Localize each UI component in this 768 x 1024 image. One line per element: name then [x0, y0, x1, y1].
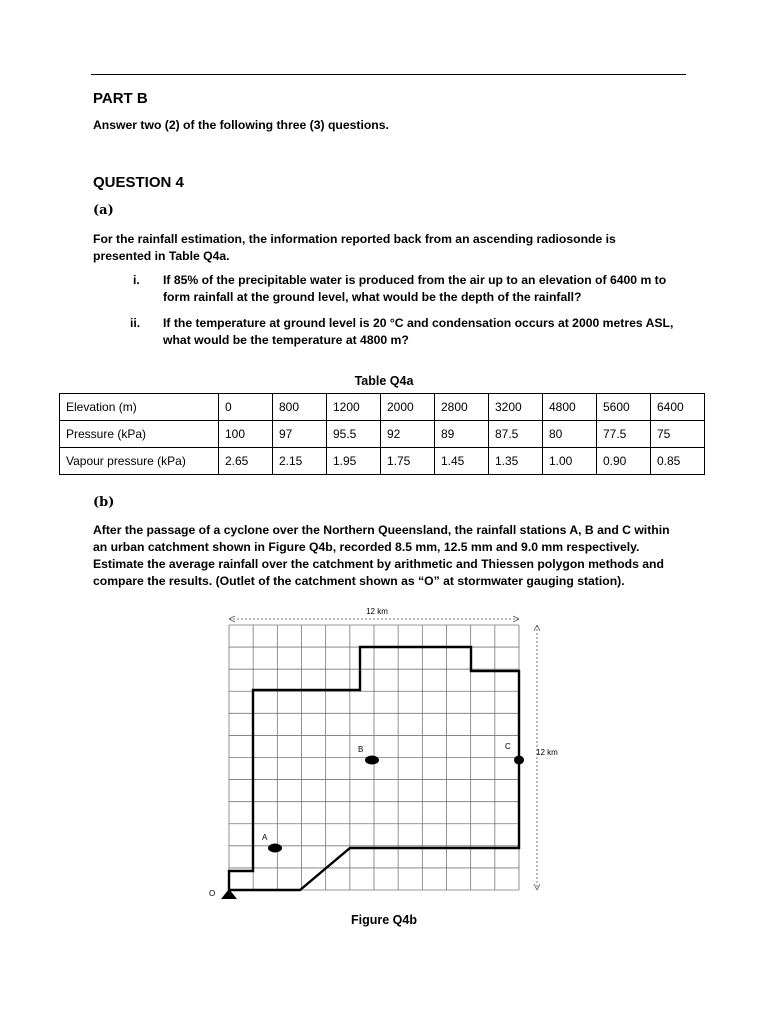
table-cell: 87.5 — [489, 421, 543, 448]
table-cell: 1.95 — [327, 448, 381, 475]
section-b-text-after: , recorded 8.5 mm, 12.5 mm and 9.0 mm respectively. Estimate the average rainfall over the catchment by arithmetic and Thiessen polygon methods and compare the results. (Outlet of the catchment shown as “O” at stormwater gauging station). — [93, 540, 664, 588]
row-label: Pressure (kPa) — [60, 421, 219, 448]
table-cell: 2.15 — [273, 448, 327, 475]
station-b-label: B — [358, 745, 364, 754]
table-cell: 1200 — [327, 394, 381, 421]
station-b-marker — [365, 756, 379, 765]
station-c-label: C — [505, 742, 511, 751]
table-cell: 100 — [219, 421, 273, 448]
station-a-marker — [268, 844, 282, 853]
station-c-marker — [514, 756, 524, 765]
table-cell: 0.85 — [651, 448, 705, 475]
height-label: 12 km — [536, 748, 558, 757]
row-label: Elevation (m) — [60, 394, 219, 421]
item-i-numeral: i. — [133, 273, 140, 287]
table-cell: 2000 — [381, 394, 435, 421]
part-instruction: Answer two (2) of the following three (3) questions. — [93, 118, 389, 132]
table-cell: 95.5 — [327, 421, 381, 448]
part-title: PART B — [93, 90, 148, 107]
table-cell: 1.75 — [381, 448, 435, 475]
section-b-label: (b) — [93, 495, 115, 510]
section-a-label: (a) — [93, 203, 114, 218]
width-label: 12 km — [366, 607, 388, 616]
table-cell: 4800 — [543, 394, 597, 421]
table-cell: 800 — [273, 394, 327, 421]
table-cell: 77.5 — [597, 421, 651, 448]
table-cell: 0 — [219, 394, 273, 421]
table-cell: 1.35 — [489, 448, 543, 475]
table-cell: 75 — [651, 421, 705, 448]
figure-caption: Figure Q4b — [351, 913, 417, 927]
width-dimension — [229, 607, 519, 622]
station-a-label: A — [262, 833, 268, 842]
table-cell: 97 — [273, 421, 327, 448]
item-ii-numeral: ii. — [130, 316, 141, 330]
table-cell: 89 — [435, 421, 489, 448]
table-cell: 80 — [543, 421, 597, 448]
section-b-figure-ref: Figure Q4b — [268, 540, 333, 554]
table-cell: 92 — [381, 421, 435, 448]
height-dimension — [534, 625, 558, 890]
table-caption: Table Q4a — [354, 374, 414, 388]
table-cell: 3200 — [489, 394, 543, 421]
table-cell: 1.00 — [543, 448, 597, 475]
item-i-text: If 85% of the precipitable water is produced from the air up to an elevation of 6400 m to form rainfall at the ground level, what would be the depth of the rainfall? — [163, 273, 667, 304]
row-label: Vapour pressure (kPa) — [60, 448, 219, 475]
table-cell: 2.65 — [219, 448, 273, 475]
question-title: QUESTION 4 — [93, 174, 184, 191]
table-cell: 0.90 — [597, 448, 651, 475]
table-cell: 1.45 — [435, 448, 489, 475]
outlet-label: O — [209, 889, 216, 898]
table-cell: 2800 — [435, 394, 489, 421]
item-ii-text: If the temperature at ground level is 20 °C and condensation occurs at 2000 metres ASL, what would be the temperature at 4800 m? — [163, 316, 674, 347]
section-a-intro: For the rainfall estimation, the information reported back from an ascending radiosonde is presented in Table Q4a. — [93, 232, 616, 263]
section-b-text-before: After the passage of a cyclone over the Northern Queensland, the rainfall stations A, B and C within an urban catchment shown in — [93, 523, 670, 554]
table-cell: 5600 — [597, 394, 651, 421]
table-cell: 6400 — [651, 394, 705, 421]
